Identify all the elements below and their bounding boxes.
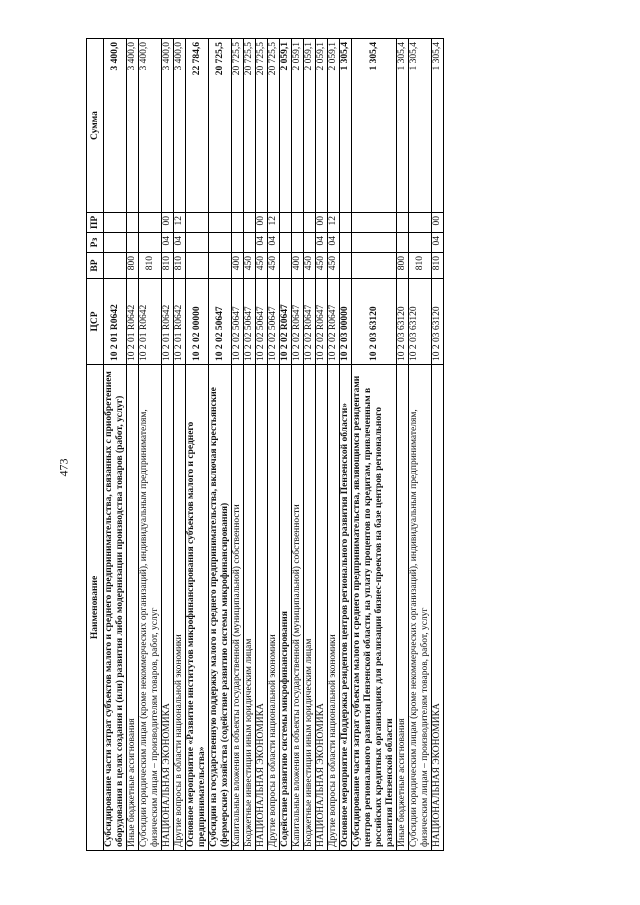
row-rz-cell — [292, 233, 304, 253]
row-sum-cell: 20 725,5 — [268, 39, 280, 213]
row-vr-cell: 810 — [139, 253, 162, 279]
row-vr-cell: 450 — [316, 253, 328, 279]
row-sum-cell: 3 400,0 — [127, 39, 139, 213]
row-rz-cell: 04 — [268, 233, 280, 253]
column-header-name: Наименование — [87, 365, 104, 851]
row-vr-cell: 450 — [328, 253, 340, 279]
row-vr-cell: 810 — [174, 253, 186, 279]
row-csr-cell: 10 2 01 R0642 — [162, 279, 174, 365]
table-row — [256, 39, 268, 851]
column-header-csr: ЦСР — [87, 279, 104, 365]
row-sum-cell: 2 059,1 — [292, 39, 304, 213]
row-name-cell: Содействие развитию системы микрофинансирования — [280, 365, 292, 851]
row-vr-cell: 400 — [232, 253, 244, 279]
row-vr-cell — [280, 253, 292, 279]
table-body — [104, 39, 444, 851]
row-csr-cell: 10 2 02 50647 — [209, 279, 232, 365]
row-pr-cell — [244, 213, 256, 233]
row-pr-cell — [409, 213, 432, 233]
table-row — [139, 39, 162, 851]
column-header-rz: Рз — [87, 233, 104, 253]
row-rz-cell — [209, 233, 232, 253]
row-name-cell: Капитальные вложения в объекты государственной (муниципальной) собственности — [232, 365, 244, 851]
row-name-cell: Другие вопросы в области национальной экономики — [268, 365, 280, 851]
row-rz-cell — [139, 233, 162, 253]
row-name-cell: Субсидирование части затрат субъектов малого и среднего предпринимательства, связанных с приобретением оборудования в целях создания и (или) развития либо модернизации производства товаров (работ, услуг) — [104, 365, 127, 851]
column-header-sum: Сумма — [87, 39, 104, 213]
row-rz-cell — [304, 233, 316, 253]
table-row — [397, 39, 409, 851]
row-pr-cell: 00 — [256, 213, 268, 233]
row-pr-cell — [304, 213, 316, 233]
row-pr-cell — [209, 213, 232, 233]
row-vr-cell: 450 — [304, 253, 316, 279]
row-sum-cell: 1 305,4 — [397, 39, 409, 213]
rotated-page-content — [86, 39, 596, 851]
row-sum-cell: 2 059,1 — [328, 39, 340, 213]
row-sum-cell: 1 305,4 — [432, 39, 444, 213]
table-row — [292, 39, 304, 851]
row-vr-cell: 450 — [268, 253, 280, 279]
row-csr-cell: 10 2 03 63120 — [352, 279, 397, 365]
row-csr-cell: 10 2 02 R0647 — [304, 279, 316, 365]
row-csr-cell: 10 2 02 R0647 — [292, 279, 304, 365]
row-csr-cell: 10 2 02 R0647 — [328, 279, 340, 365]
row-sum-cell: 20 725,5 — [244, 39, 256, 213]
row-name-cell: Основное мероприятие «Развитие институтов микрофинансирования субъектов малого и среднего предпринимательства» — [186, 365, 209, 851]
row-pr-cell: 00 — [162, 213, 174, 233]
row-rz-cell: 04 — [256, 233, 268, 253]
row-pr-cell: 00 — [316, 213, 328, 233]
row-csr-cell: 10 2 03 00000 — [340, 279, 352, 365]
row-name-cell: НАЦИОНАЛЬНАЯ ЭКОНОМИКА — [316, 365, 328, 851]
row-name-cell: НАЦИОНАЛЬНАЯ ЭКОНОМИКА — [432, 365, 444, 851]
row-csr-cell: 10 2 03 63120 — [432, 279, 444, 365]
row-name-cell: Бюджетные инвестиции иным юридическим лицам — [304, 365, 316, 851]
row-csr-cell: 10 2 02 00000 — [186, 279, 209, 365]
row-sum-cell: 3 400,0 — [139, 39, 162, 213]
row-rz-cell — [409, 233, 432, 253]
row-vr-cell — [340, 253, 352, 279]
table-row — [232, 39, 244, 851]
row-pr-cell — [397, 213, 409, 233]
table-row — [280, 39, 292, 851]
table-row — [268, 39, 280, 851]
row-csr-cell: 10 2 01 R0642 — [127, 279, 139, 365]
row-csr-cell: 10 2 03 63120 — [409, 279, 432, 365]
row-sum-cell: 1 305,4 — [409, 39, 432, 213]
row-rz-cell — [232, 233, 244, 253]
row-vr-cell: 800 — [397, 253, 409, 279]
table-row — [127, 39, 139, 851]
row-csr-cell: 10 2 02 R0647 — [280, 279, 292, 365]
row-vr-cell: 450 — [244, 253, 256, 279]
row-pr-cell — [280, 213, 292, 233]
row-rz-cell — [280, 233, 292, 253]
row-name-cell: НАЦИОНАЛЬНАЯ ЭКОНОМИКА — [256, 365, 268, 851]
table-row — [432, 39, 444, 851]
row-pr-cell: 00 — [432, 213, 444, 233]
row-name-cell: Другие вопросы в области национальной экономики — [174, 365, 186, 851]
row-vr-cell — [186, 253, 209, 279]
row-csr-cell: 10 2 02 R0647 — [316, 279, 328, 365]
row-vr-cell: 400 — [292, 253, 304, 279]
row-sum-cell: 20 725,5 — [232, 39, 244, 213]
row-sum-cell: 22 784,6 — [186, 39, 209, 213]
row-pr-cell — [340, 213, 352, 233]
row-pr-cell — [292, 213, 304, 233]
row-name-cell: Субсидирование части затрат субъектам малого и среднего предпринимательства, являющимся резидентами центров регионального развития Пензенской области, на уплату процентов по кредитам, привлеченным в российских кредитных организациях для реализации бизнес-проектов на базе центров регионального развития Пензенской области — [352, 365, 397, 851]
table-row — [162, 39, 174, 851]
row-pr-cell — [232, 213, 244, 233]
row-name-cell: Иные бюджетные ассигнования — [397, 365, 409, 851]
row-vr-cell — [104, 253, 127, 279]
row-vr-cell: 450 — [256, 253, 268, 279]
row-name-cell: Субсидии юридическим лицам (кроме некоммерческих организаций), индивидуальным предпринимателям, физическим лицам – производителям товаров, работ, услуг — [139, 365, 162, 851]
row-name-cell: Субсидии на государственную поддержку малого и среднего предпринимательства, включая крестьянские (фермерские) хозяйства (содействие развитию системы микрофинансирования) — [209, 365, 232, 851]
row-csr-cell: 10 2 01 R0642 — [174, 279, 186, 365]
row-sum-cell: 20 725,5 — [209, 39, 232, 213]
column-header-pr: ПР — [87, 213, 104, 233]
row-rz-cell: 04 — [174, 233, 186, 253]
row-sum-cell: 3 400,0 — [174, 39, 186, 213]
row-name-cell: Субсидии юридическим лицам (кроме некоммерческих организаций), индивидуальным предпринимателям, физическим лицам – производителям товаров, работ, услуг — [409, 365, 432, 851]
table-row — [316, 39, 328, 851]
table-row — [409, 39, 432, 851]
row-pr-cell — [104, 213, 127, 233]
table-row — [304, 39, 316, 851]
table-row — [186, 39, 209, 851]
table-row — [352, 39, 397, 851]
row-pr-cell: 12 — [328, 213, 340, 233]
row-vr-cell: 810 — [432, 253, 444, 279]
row-pr-cell — [127, 213, 139, 233]
table-row — [209, 39, 232, 851]
row-csr-cell: 10 2 02 50647 — [232, 279, 244, 365]
row-pr-cell — [186, 213, 209, 233]
row-vr-cell — [209, 253, 232, 279]
row-vr-cell — [352, 253, 397, 279]
row-rz-cell — [340, 233, 352, 253]
row-name-cell: Капитальные вложения в объекты государственной (муниципальной) собственности — [292, 365, 304, 851]
row-csr-cell: 10 2 01 R0642 — [104, 279, 127, 365]
row-name-cell: Другие вопросы в области национальной экономики — [328, 365, 340, 851]
row-name-cell: НАЦИОНАЛЬНАЯ ЭКОНОМИКА — [162, 365, 174, 851]
row-sum-cell: 2 059,1 — [304, 39, 316, 213]
table-row — [104, 39, 127, 851]
row-rz-cell: 04 — [162, 233, 174, 253]
budget-table — [86, 38, 444, 851]
row-sum-cell: 3 400,0 — [162, 39, 174, 213]
row-pr-cell: 12 — [174, 213, 186, 233]
row-rz-cell: 04 — [316, 233, 328, 253]
row-pr-cell: 12 — [268, 213, 280, 233]
table-row — [340, 39, 352, 851]
column-header-vr: ВР — [87, 253, 104, 279]
row-sum-cell: 2 059,1 — [316, 39, 328, 213]
table-row — [328, 39, 340, 851]
row-rz-cell — [127, 233, 139, 253]
row-vr-cell: 810 — [162, 253, 174, 279]
row-name-cell: Основное мероприятие «Поддержка резидентов центров регионального развития Пензенской области» — [340, 365, 352, 851]
row-sum-cell: 1 305,4 — [340, 39, 352, 213]
row-rz-cell — [186, 233, 209, 253]
row-rz-cell — [244, 233, 256, 253]
row-csr-cell: 10 2 02 50647 — [268, 279, 280, 365]
row-sum-cell: 20 725,5 — [256, 39, 268, 213]
table-header-row — [87, 39, 104, 851]
row-csr-cell: 10 2 03 63120 — [397, 279, 409, 365]
row-sum-cell: 2 059,1 — [280, 39, 292, 213]
row-csr-cell: 10 2 02 50647 — [256, 279, 268, 365]
row-pr-cell — [352, 213, 397, 233]
table-row — [244, 39, 256, 851]
row-csr-cell: 10 2 01 R0642 — [139, 279, 162, 365]
row-rz-cell: 04 — [432, 233, 444, 253]
row-sum-cell: 3 400,0 — [104, 39, 127, 213]
row-vr-cell: 800 — [127, 253, 139, 279]
row-vr-cell: 810 — [409, 253, 432, 279]
row-rz-cell — [397, 233, 409, 253]
row-rz-cell — [104, 233, 127, 253]
row-rz-cell — [352, 233, 397, 253]
row-csr-cell: 10 2 02 50647 — [244, 279, 256, 365]
row-name-cell: Бюджетные инвестиции иным юридическим лицам — [244, 365, 256, 851]
page-number: 473 — [56, 458, 71, 477]
row-rz-cell: 04 — [328, 233, 340, 253]
row-name-cell: Иные бюджетные ассигнования — [127, 365, 139, 851]
row-pr-cell — [139, 213, 162, 233]
row-sum-cell: 1 305,4 — [352, 39, 397, 213]
table-row — [174, 39, 186, 851]
